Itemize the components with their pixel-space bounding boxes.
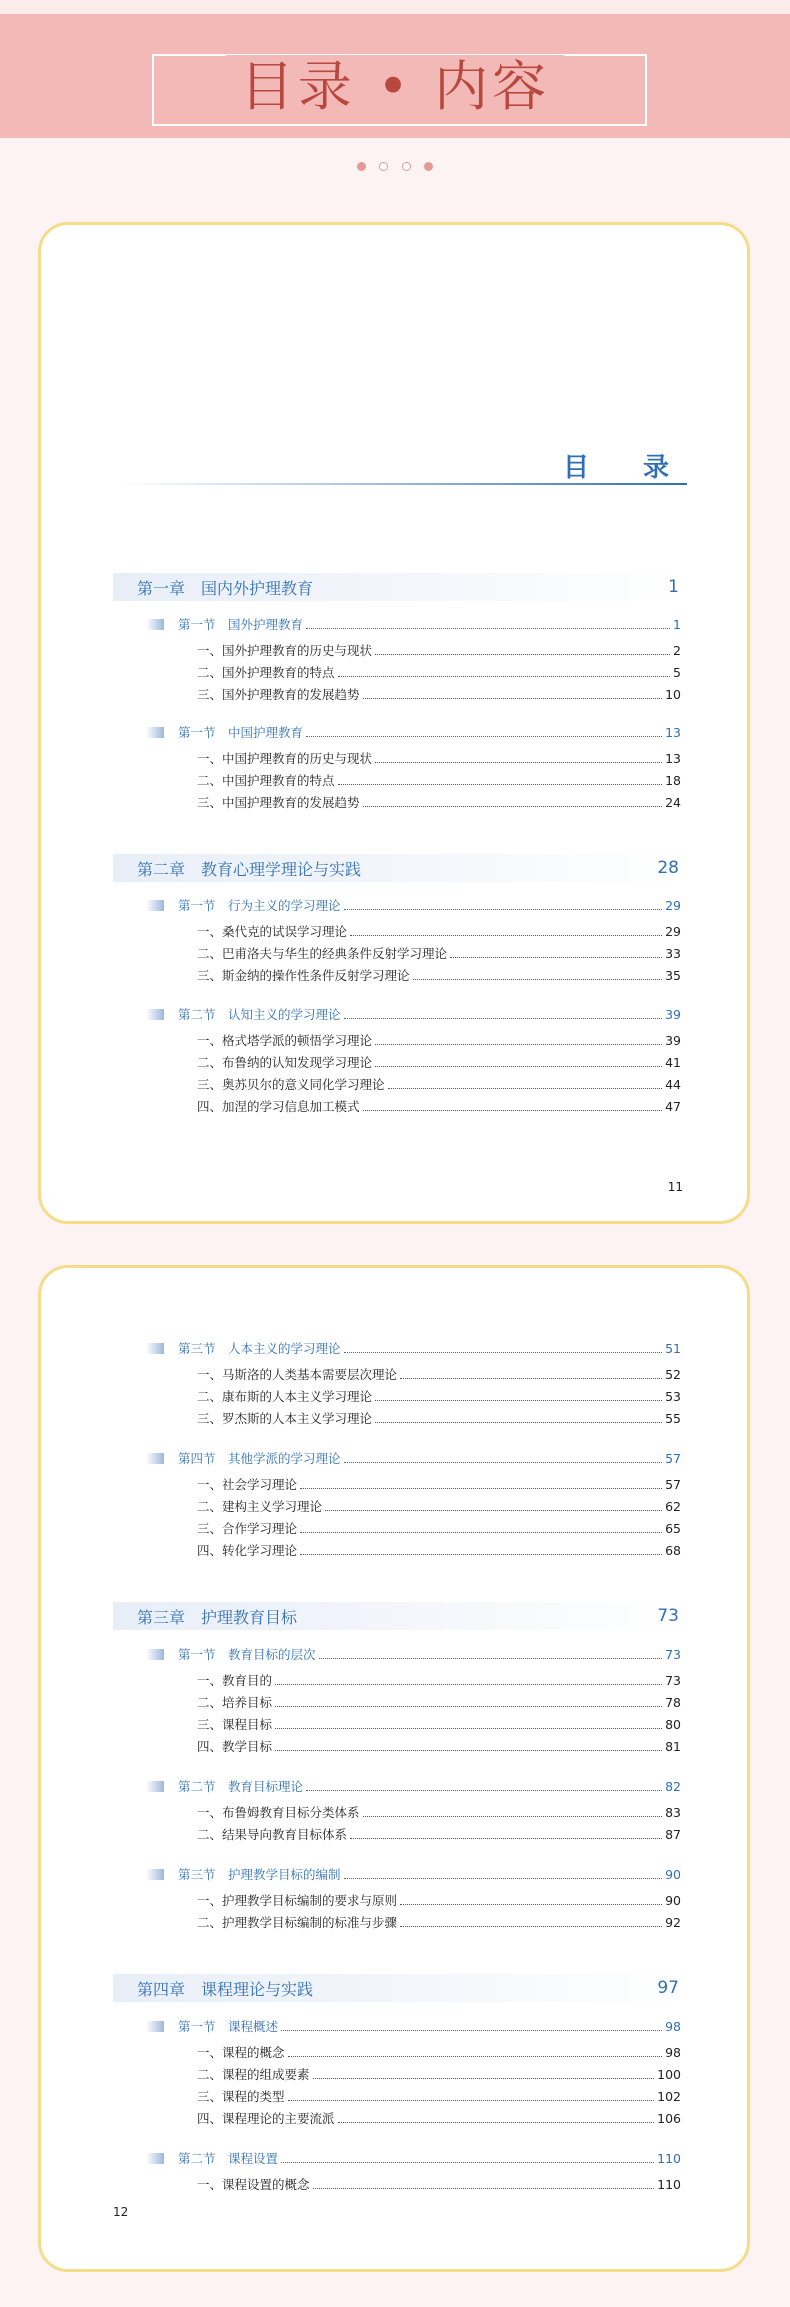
toc-entry-label: 一、桑代克的试误学习理论 (197, 924, 348, 939)
toc-entry-label: 四、课程理论的主要流派 (197, 2111, 335, 2126)
toc-entry-row (197, 1824, 681, 1844)
toc-entry-row (197, 1052, 681, 1072)
dot-leader (344, 1462, 663, 1463)
toc-page-number: 1 (668, 577, 679, 597)
toc-page-number: 80 (665, 1716, 681, 1732)
dot-leader (281, 2030, 662, 2031)
dot-leader (344, 1352, 663, 1353)
section-marker-icon (146, 1781, 164, 1792)
toc-page-number: 57 (665, 1450, 681, 1466)
toc-page-number: 100 (657, 2066, 681, 2082)
toc-entry-row (197, 1386, 681, 1406)
toc-page-number: 90 (665, 1866, 681, 1882)
toc-entry-row (197, 640, 681, 660)
dot-leader (344, 909, 663, 910)
toc-page-number: 28 (657, 858, 679, 878)
toc-entry-label: 二、培养目标 (197, 1695, 273, 1710)
toc-entry-row (197, 1364, 681, 1384)
section-marker-icon (146, 1343, 164, 1354)
toc-page-number: 82 (665, 1778, 681, 1794)
toc-page-number: 81 (665, 1738, 681, 1754)
toc-page-number: 5 (673, 664, 681, 680)
page-indicator-dot (402, 162, 411, 171)
toc-section-row (146, 1776, 681, 1796)
toc-entry-label: 三、罗杰斯的人本主义学习理论 (197, 1411, 373, 1426)
toc-chapter-label: 第二章 教育心理学理论与实践 (137, 859, 362, 879)
toc-page-number: 41 (665, 1054, 681, 1070)
toc-entry-row (197, 1474, 681, 1494)
toc-page-number: 92 (665, 1914, 681, 1930)
toc-entry-label: 二、康布斯的人本主义学习理论 (197, 1389, 373, 1404)
toc-entry-label: 二、建构主义学习理论 (197, 1499, 323, 1514)
section-marker-icon (146, 2153, 164, 2164)
toc-section-row (146, 614, 681, 634)
dot-leader (350, 1838, 662, 1839)
toc-section-row (146, 2148, 681, 2168)
dot-leader (313, 2188, 655, 2189)
toc-entry-label: 一、课程设置的概念 (197, 2177, 310, 2192)
toc-page-number: 98 (665, 2044, 681, 2060)
dot-leader (338, 2122, 655, 2123)
dot-leader (375, 1044, 662, 1045)
dot-leader (413, 979, 663, 980)
toc-entry-label: 二、结果导向教育目标体系 (197, 1827, 348, 1842)
toc-page-number: 13 (665, 750, 681, 766)
toc-section-label: 第四节 其他学派的学习理论 (178, 1451, 341, 1466)
page-number: 11 (667, 1180, 683, 1194)
dot-leader (281, 2162, 654, 2163)
toc-entry-label: 四、教学目标 (197, 1739, 273, 1754)
dot-leader (388, 1088, 663, 1089)
toc-entry-label: 一、护理教学目标编制的要求与原则 (197, 1893, 398, 1908)
toc-page-number: 35 (665, 967, 681, 983)
toc-chapter-row (113, 573, 683, 601)
dot-leader (450, 957, 662, 958)
toc-section-label: 第二节 教育目标理论 (178, 1779, 304, 1794)
toc-section-label: 第一节 国外护理教育 (178, 617, 304, 632)
toc-entry-label: 四、加涅的学习信息加工模式 (197, 1099, 360, 1114)
toc-page-number: 44 (665, 1076, 681, 1092)
toc-page-number: 102 (657, 2088, 681, 2104)
toc-page-number: 106 (657, 2110, 681, 2126)
toc-page-number: 57 (665, 1476, 681, 1492)
toc-page-number: 33 (665, 945, 681, 961)
toc-entry-row (197, 1692, 681, 1712)
toc-section-label: 第一节 中国护理教育 (178, 725, 304, 740)
dot-leader (300, 1532, 662, 1533)
dot-leader (375, 762, 662, 763)
dot-leader (338, 676, 671, 677)
toc-section-row (146, 895, 681, 915)
toc-page-number: 73 (665, 1646, 681, 1662)
toc-page-number: 68 (665, 1542, 681, 1558)
toc-section-row (146, 1864, 681, 1884)
toc-page-number: 2 (673, 642, 681, 658)
toc-entry-row (197, 965, 681, 985)
toc-entry-row (197, 2064, 681, 2084)
dot-leader (300, 1554, 662, 1555)
toc-entry-label: 一、中国护理教育的历史与现状 (197, 751, 373, 766)
toc-entry-row (197, 2042, 681, 2062)
section-marker-icon (146, 1649, 164, 1660)
toc-page-number: 29 (665, 897, 681, 913)
dot-leader (306, 736, 662, 737)
toc-page-number: 39 (665, 1006, 681, 1022)
dot-leader (400, 1904, 662, 1905)
toc-page-number: 110 (657, 2150, 681, 2166)
toc-entry-label: 一、布鲁姆教育目标分类体系 (197, 1805, 360, 1820)
toc-entry-label: 三、中国护理教育的发展趋势 (197, 795, 360, 810)
toc-section-label: 第一节 行为主义的学习理论 (178, 898, 341, 913)
toc-entry-label: 三、课程的类型 (197, 2089, 285, 2104)
toc-entry-row (197, 1096, 681, 1116)
dot-leader (313, 2078, 655, 2079)
dot-leader (306, 1790, 662, 1791)
toc-entry-label: 一、格式塔学派的顿悟学习理论 (197, 1033, 373, 1048)
dot-leader (306, 628, 670, 629)
toc-entry-label: 二、巴甫洛夫与华生的经典条件反射学习理论 (197, 946, 448, 961)
page-indicator-dot (424, 162, 433, 171)
dot-leader (288, 2100, 655, 2101)
toc-entry-row (197, 943, 681, 963)
toc-entry-row (197, 1670, 681, 1690)
toc-entry-row (197, 2174, 681, 2194)
toc-page-number: 18 (665, 772, 681, 788)
dot-leader (375, 1422, 662, 1423)
toc-page-number: 39 (665, 1032, 681, 1048)
toc-entry-row (197, 684, 681, 704)
toc-entry-label: 三、课程目标 (197, 1717, 273, 1732)
toc-page-number: 73 (657, 1606, 679, 1626)
toc-page-number: 51 (665, 1340, 681, 1356)
toc-entry-row (197, 1074, 681, 1094)
toc-entry-row (197, 1890, 681, 1910)
section-marker-icon (146, 1009, 164, 1020)
dot-leader (319, 1658, 663, 1659)
dot-leader (275, 1750, 662, 1751)
toc-page-number: 110 (657, 2176, 681, 2192)
toc-page-number: 47 (665, 1098, 681, 1114)
toc-section-row (146, 1338, 681, 1358)
page-indicator-dot (357, 162, 366, 171)
toc-entry-row (197, 770, 681, 790)
toc-chapter-label: 第四章 课程理论与实践 (137, 1979, 314, 1999)
toc-page-number: 97 (657, 1978, 679, 1998)
toc-title-rule (121, 483, 687, 485)
toc-entry-row (197, 1518, 681, 1538)
toc-entry-label: 一、课程的概念 (197, 2045, 285, 2060)
dot-leader (375, 1400, 662, 1401)
dot-leader (375, 1066, 662, 1067)
dot-leader (344, 1878, 663, 1879)
section-marker-icon (146, 2021, 164, 2032)
banner-title: 目录 • 内容 (0, 52, 790, 122)
toc-entry-label: 四、转化学习理论 (197, 1543, 298, 1558)
toc-section-label: 第一节 课程概述 (178, 2019, 279, 2034)
toc-entry-row (197, 1408, 681, 1428)
toc-entry-row (197, 921, 681, 941)
toc-page-number: 62 (665, 1498, 681, 1514)
toc-chapter-row (113, 1602, 683, 1630)
toc-entry-label: 二、护理教学目标编制的标准与步骤 (197, 1915, 398, 1930)
page-number: 12 (113, 2205, 129, 2219)
toc-entry-row (197, 1540, 681, 1560)
toc-section-label: 第三节 人本主义的学习理论 (178, 1341, 341, 1356)
toc-section-row (146, 1644, 681, 1664)
page-indicator (0, 156, 790, 175)
toc-section-label: 第二节 认知主义的学习理论 (178, 1007, 341, 1022)
toc-section-label: 第一节 教育目标的层次 (178, 1647, 316, 1662)
toc-entry-row (197, 1030, 681, 1050)
toc-title: 目 录 (562, 453, 683, 483)
toc-entry-label: 一、马斯洛的人类基本需要层次理论 (197, 1367, 398, 1382)
dot-leader (363, 1816, 663, 1817)
toc-entry-label: 三、斯金纳的操作性条件反射学习理论 (197, 968, 410, 983)
dot-leader (400, 1378, 662, 1379)
dot-leader (338, 784, 663, 785)
toc-page-number: 83 (665, 1804, 681, 1820)
section-marker-icon (146, 900, 164, 911)
toc-entry-label: 三、合作学习理论 (197, 1521, 298, 1536)
toc-section-label: 第二节 课程设置 (178, 2151, 279, 2166)
toc-section-row (146, 2016, 681, 2036)
toc-page-number: 29 (665, 923, 681, 939)
toc-entry-row (197, 2108, 681, 2128)
toc-entry-row (197, 792, 681, 812)
toc-section-row (146, 1004, 681, 1024)
toc-page-number: 13 (665, 724, 681, 740)
toc-entry-row (197, 1714, 681, 1734)
toc-page-number: 65 (665, 1520, 681, 1536)
toc-chapter-row (113, 854, 683, 882)
toc-entry-label: 三、奥苏贝尔的意义同化学习理论 (197, 1077, 385, 1092)
toc-page-number: 52 (665, 1366, 681, 1382)
dot-leader (375, 654, 670, 655)
dot-leader (400, 1926, 662, 1927)
toc-page-number: 10 (665, 686, 681, 702)
top-strip (0, 0, 790, 14)
dot-leader (350, 935, 662, 936)
dot-leader (288, 2056, 663, 2057)
page-indicator-dot (379, 162, 388, 171)
toc-entry-label: 二、布鲁纳的认知发现学习理论 (197, 1055, 373, 1070)
section-marker-icon (146, 727, 164, 738)
toc-entry-row (197, 1802, 681, 1822)
toc-section-row (146, 1448, 681, 1468)
dot-leader (363, 806, 663, 807)
toc-entry-label: 一、社会学习理论 (197, 1477, 298, 1492)
toc-page-number: 98 (665, 2018, 681, 2034)
toc-entry-row (197, 1736, 681, 1756)
toc-entry-label: 三、国外护理教育的发展趋势 (197, 687, 360, 702)
toc-entry-row (197, 2086, 681, 2106)
toc-page-number: 55 (665, 1410, 681, 1426)
dot-leader (344, 1018, 663, 1019)
toc-entry-row (197, 1496, 681, 1516)
toc-page-card-2 (38, 1265, 750, 2272)
section-marker-icon (146, 1869, 164, 1880)
toc-page-number: 53 (665, 1388, 681, 1404)
toc-page-number: 78 (665, 1694, 681, 1710)
dot-leader (300, 1488, 662, 1489)
toc-page-number: 24 (665, 794, 681, 810)
dot-leader (275, 1684, 662, 1685)
toc-entry-label: 二、课程的组成要素 (197, 2067, 310, 2082)
dot-leader (275, 1706, 662, 1707)
toc-page-card-1 (38, 222, 750, 1224)
toc-entry-label: 二、中国护理教育的特点 (197, 773, 335, 788)
dot-leader (275, 1728, 662, 1729)
toc-chapter-label: 第三章 护理教育目标 (137, 1607, 298, 1627)
toc-entry-row (197, 662, 681, 682)
toc-page-number: 90 (665, 1892, 681, 1908)
section-marker-icon (146, 619, 164, 630)
toc-chapter-label: 第一章 国内外护理教育 (137, 578, 314, 598)
section-marker-icon (146, 1453, 164, 1464)
toc-section-label: 第三节 护理教学目标的编制 (178, 1867, 341, 1882)
toc-entry-label: 一、教育目的 (197, 1673, 273, 1688)
dot-leader (363, 698, 663, 699)
dot-leader (363, 1110, 663, 1111)
toc-entry-label: 一、国外护理教育的历史与现状 (197, 643, 373, 658)
dot-leader (325, 1510, 662, 1511)
toc-chapter-row (113, 1974, 683, 2002)
toc-section-row (146, 722, 681, 742)
toc-entry-row (197, 748, 681, 768)
toc-page-number: 73 (665, 1672, 681, 1688)
toc-entry-label: 二、国外护理教育的特点 (197, 665, 335, 680)
toc-page-number: 87 (665, 1826, 681, 1842)
toc-page-number: 1 (673, 616, 681, 632)
toc-entry-row (197, 1912, 681, 1932)
